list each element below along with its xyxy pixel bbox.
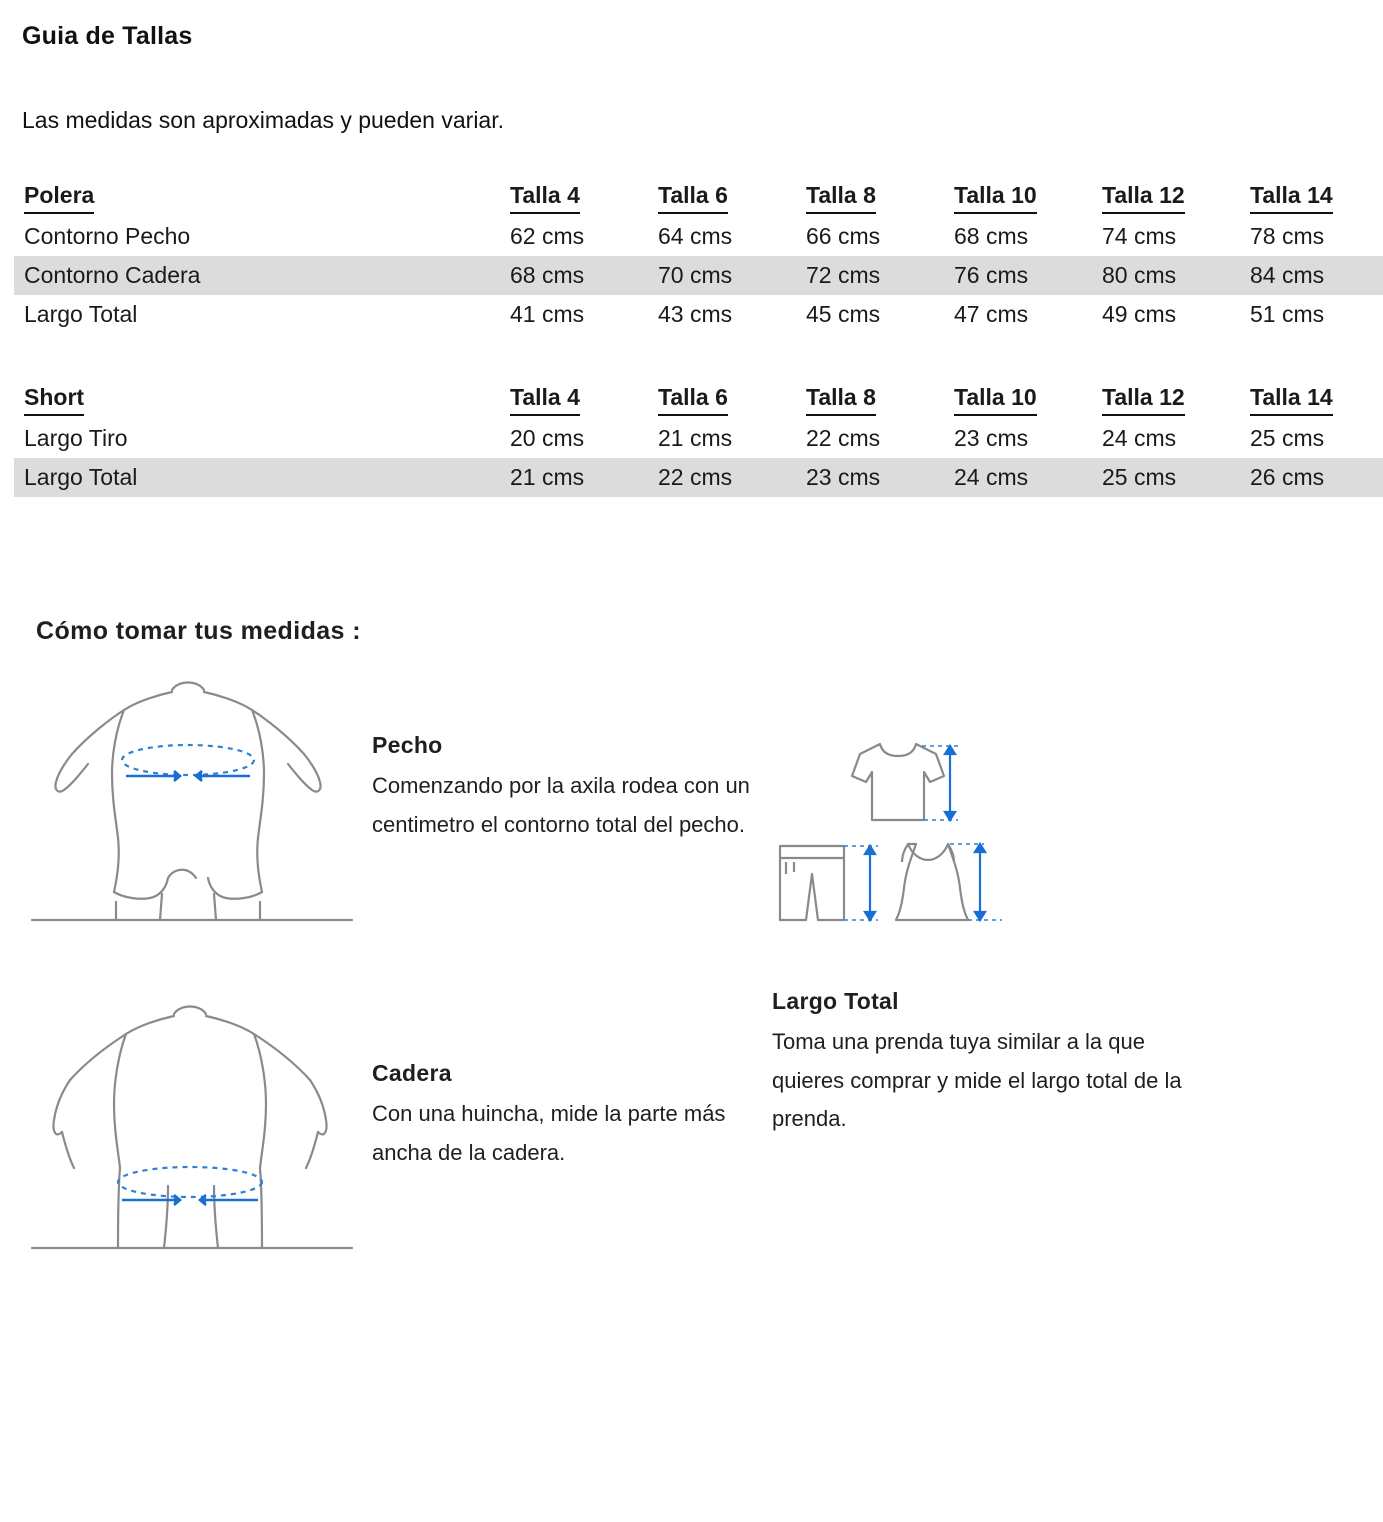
column-header: Talla 14 <box>1240 378 1383 419</box>
cell-value: 76 cms <box>944 256 1092 295</box>
column-header: Short <box>14 378 500 419</box>
cell-value: 21 cms <box>648 419 796 458</box>
row-label: Largo Total <box>14 295 500 334</box>
column-header: Talla 12 <box>1092 176 1240 217</box>
cell-value: 25 cms <box>1240 419 1383 458</box>
row-label: Largo Tiro <box>14 419 500 458</box>
cell-value: 21 cms <box>500 458 648 497</box>
cell-value: 80 cms <box>1092 256 1240 295</box>
cell-value: 62 cms <box>500 217 648 256</box>
cadera-body: Con una huincha, mide la parte más ancha de la cadera. <box>372 1101 726 1165</box>
column-header: Talla 10 <box>944 176 1092 217</box>
largo-total-heading: Largo Total <box>772 988 899 1014</box>
table-row <box>14 217 1383 256</box>
row-label: Contorno Cadera <box>14 256 500 295</box>
table-row <box>14 458 1383 497</box>
page-subtitle: Las medidas son aproximadas y pueden variar. <box>22 107 505 133</box>
cell-value: 22 cms <box>648 458 796 497</box>
measurements-title: Cómo tomar tus medidas : <box>36 617 361 645</box>
column-header: Talla 8 <box>796 378 944 419</box>
pecho-text <box>372 672 762 844</box>
cell-value: 23 cms <box>944 419 1092 458</box>
table-row <box>14 295 1383 334</box>
torso-chest-figure-icon <box>22 672 372 922</box>
short-table <box>14 378 1383 497</box>
largo-total-figures <box>772 724 1322 954</box>
column-header: Polera <box>14 176 500 217</box>
measurements-left-column <box>22 672 762 1250</box>
largo-total-body: Toma una prenda tuya similar a la que quieres comprar y mide el largo total de la prenda. <box>772 1029 1182 1131</box>
cell-value: 66 cms <box>796 217 944 256</box>
cell-value: 68 cms <box>500 256 648 295</box>
column-header: Talla 6 <box>648 176 796 217</box>
cell-value: 25 cms <box>1092 458 1240 497</box>
cell-value: 24 cms <box>944 458 1092 497</box>
cell-value: 74 cms <box>1092 217 1240 256</box>
cell-value: 70 cms <box>648 256 796 295</box>
column-header: Talla 10 <box>944 378 1092 419</box>
largo-total-text <box>772 988 1322 1139</box>
cell-value: 68 cms <box>944 217 1092 256</box>
cell-value: 23 cms <box>796 458 944 497</box>
cell-value: 41 cms <box>500 295 648 334</box>
column-header: Talla 6 <box>648 378 796 419</box>
cell-value: 49 cms <box>1092 295 1240 334</box>
cell-value: 47 cms <box>944 295 1092 334</box>
column-header: Talla 8 <box>796 176 944 217</box>
page-title: Guia de Tallas <box>22 22 193 50</box>
cell-value: 24 cms <box>1092 419 1240 458</box>
row-label: Largo Total <box>14 458 500 497</box>
cell-value: 78 cms <box>1240 217 1383 256</box>
measurements-section <box>0 617 1383 1250</box>
cell-value: 72 cms <box>796 256 944 295</box>
measurement-block-pecho <box>22 672 762 922</box>
column-header: Talla 14 <box>1240 176 1383 217</box>
cell-value: 64 cms <box>648 217 796 256</box>
column-header: Talla 4 <box>500 176 648 217</box>
table-row <box>14 256 1383 295</box>
cell-value: 45 cms <box>796 295 944 334</box>
size-guide-page <box>0 22 1383 1522</box>
table-header-row <box>14 176 1383 217</box>
cell-value: 84 cms <box>1240 256 1383 295</box>
column-header: Talla 4 <box>500 378 648 419</box>
pecho-heading: Pecho <box>372 732 443 758</box>
cadera-text <box>372 1000 762 1172</box>
column-header: Talla 12 <box>1092 378 1240 419</box>
cell-value: 43 cms <box>648 295 796 334</box>
measurements-right-column <box>762 672 1322 1250</box>
short-table-wrap <box>14 378 1369 497</box>
cell-value: 22 cms <box>796 419 944 458</box>
table-header-row <box>14 378 1383 419</box>
cell-value: 51 cms <box>1240 295 1383 334</box>
polera-table <box>14 176 1383 334</box>
cell-value: 26 cms <box>1240 458 1383 497</box>
cadera-heading: Cadera <box>372 1060 452 1086</box>
torso-hip-figure-icon <box>22 1000 372 1250</box>
measurements-grid <box>22 672 1361 1250</box>
measurement-block-cadera <box>22 1000 762 1250</box>
pecho-body: Comenzando por la axila rodea con un centimetro el contorno total del pecho. <box>372 773 750 837</box>
polera-table-wrap <box>14 176 1369 334</box>
cell-value: 20 cms <box>500 419 648 458</box>
table-row <box>14 419 1383 458</box>
table-spacer <box>0 334 1383 378</box>
row-label: Contorno Pecho <box>14 217 500 256</box>
